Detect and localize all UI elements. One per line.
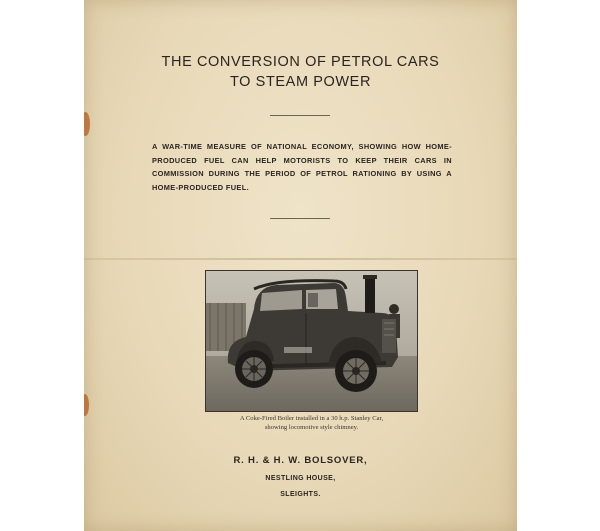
publisher-address-line-1: NESTLING HOUSE, [265,475,336,482]
publisher-address-line-2: SLEIGHTS. [280,491,321,498]
intro-paragraph: A WAR-TIME MEASURE OF NATIONAL ECONOMY, SHOWING HOW HOME-PRODUCED FUEL CAN HELP MOTORISTS TO KEEP THEIR CARS IN COMMISSION DURING THE PERIOD OF PETROL RATIONING BY USING A HOME-PRODUCED FUEL. [152,142,452,192]
pamphlet-page [84,0,517,531]
caption-line-2: showing locomotive style chimney. [264,423,359,431]
divider-top [270,115,330,116]
page-fold-crease [84,258,517,260]
photo-caption [209,415,414,432]
title-line-1: THE CONVERSION OF PETROL CARS [161,54,440,70]
rust-stain-bottom [84,394,89,416]
car-photograph [205,270,418,412]
caption-line-1: A Coke-Fired Boiler installed in a 30 h.p. Stanley Car, [239,415,384,422]
divider-middle [270,218,330,219]
title-line-2: TO STEAM POWER [229,74,372,90]
rust-stain-top [84,112,90,136]
publisher-name: R. H. & H. W. BOLSOVER, [233,455,368,466]
